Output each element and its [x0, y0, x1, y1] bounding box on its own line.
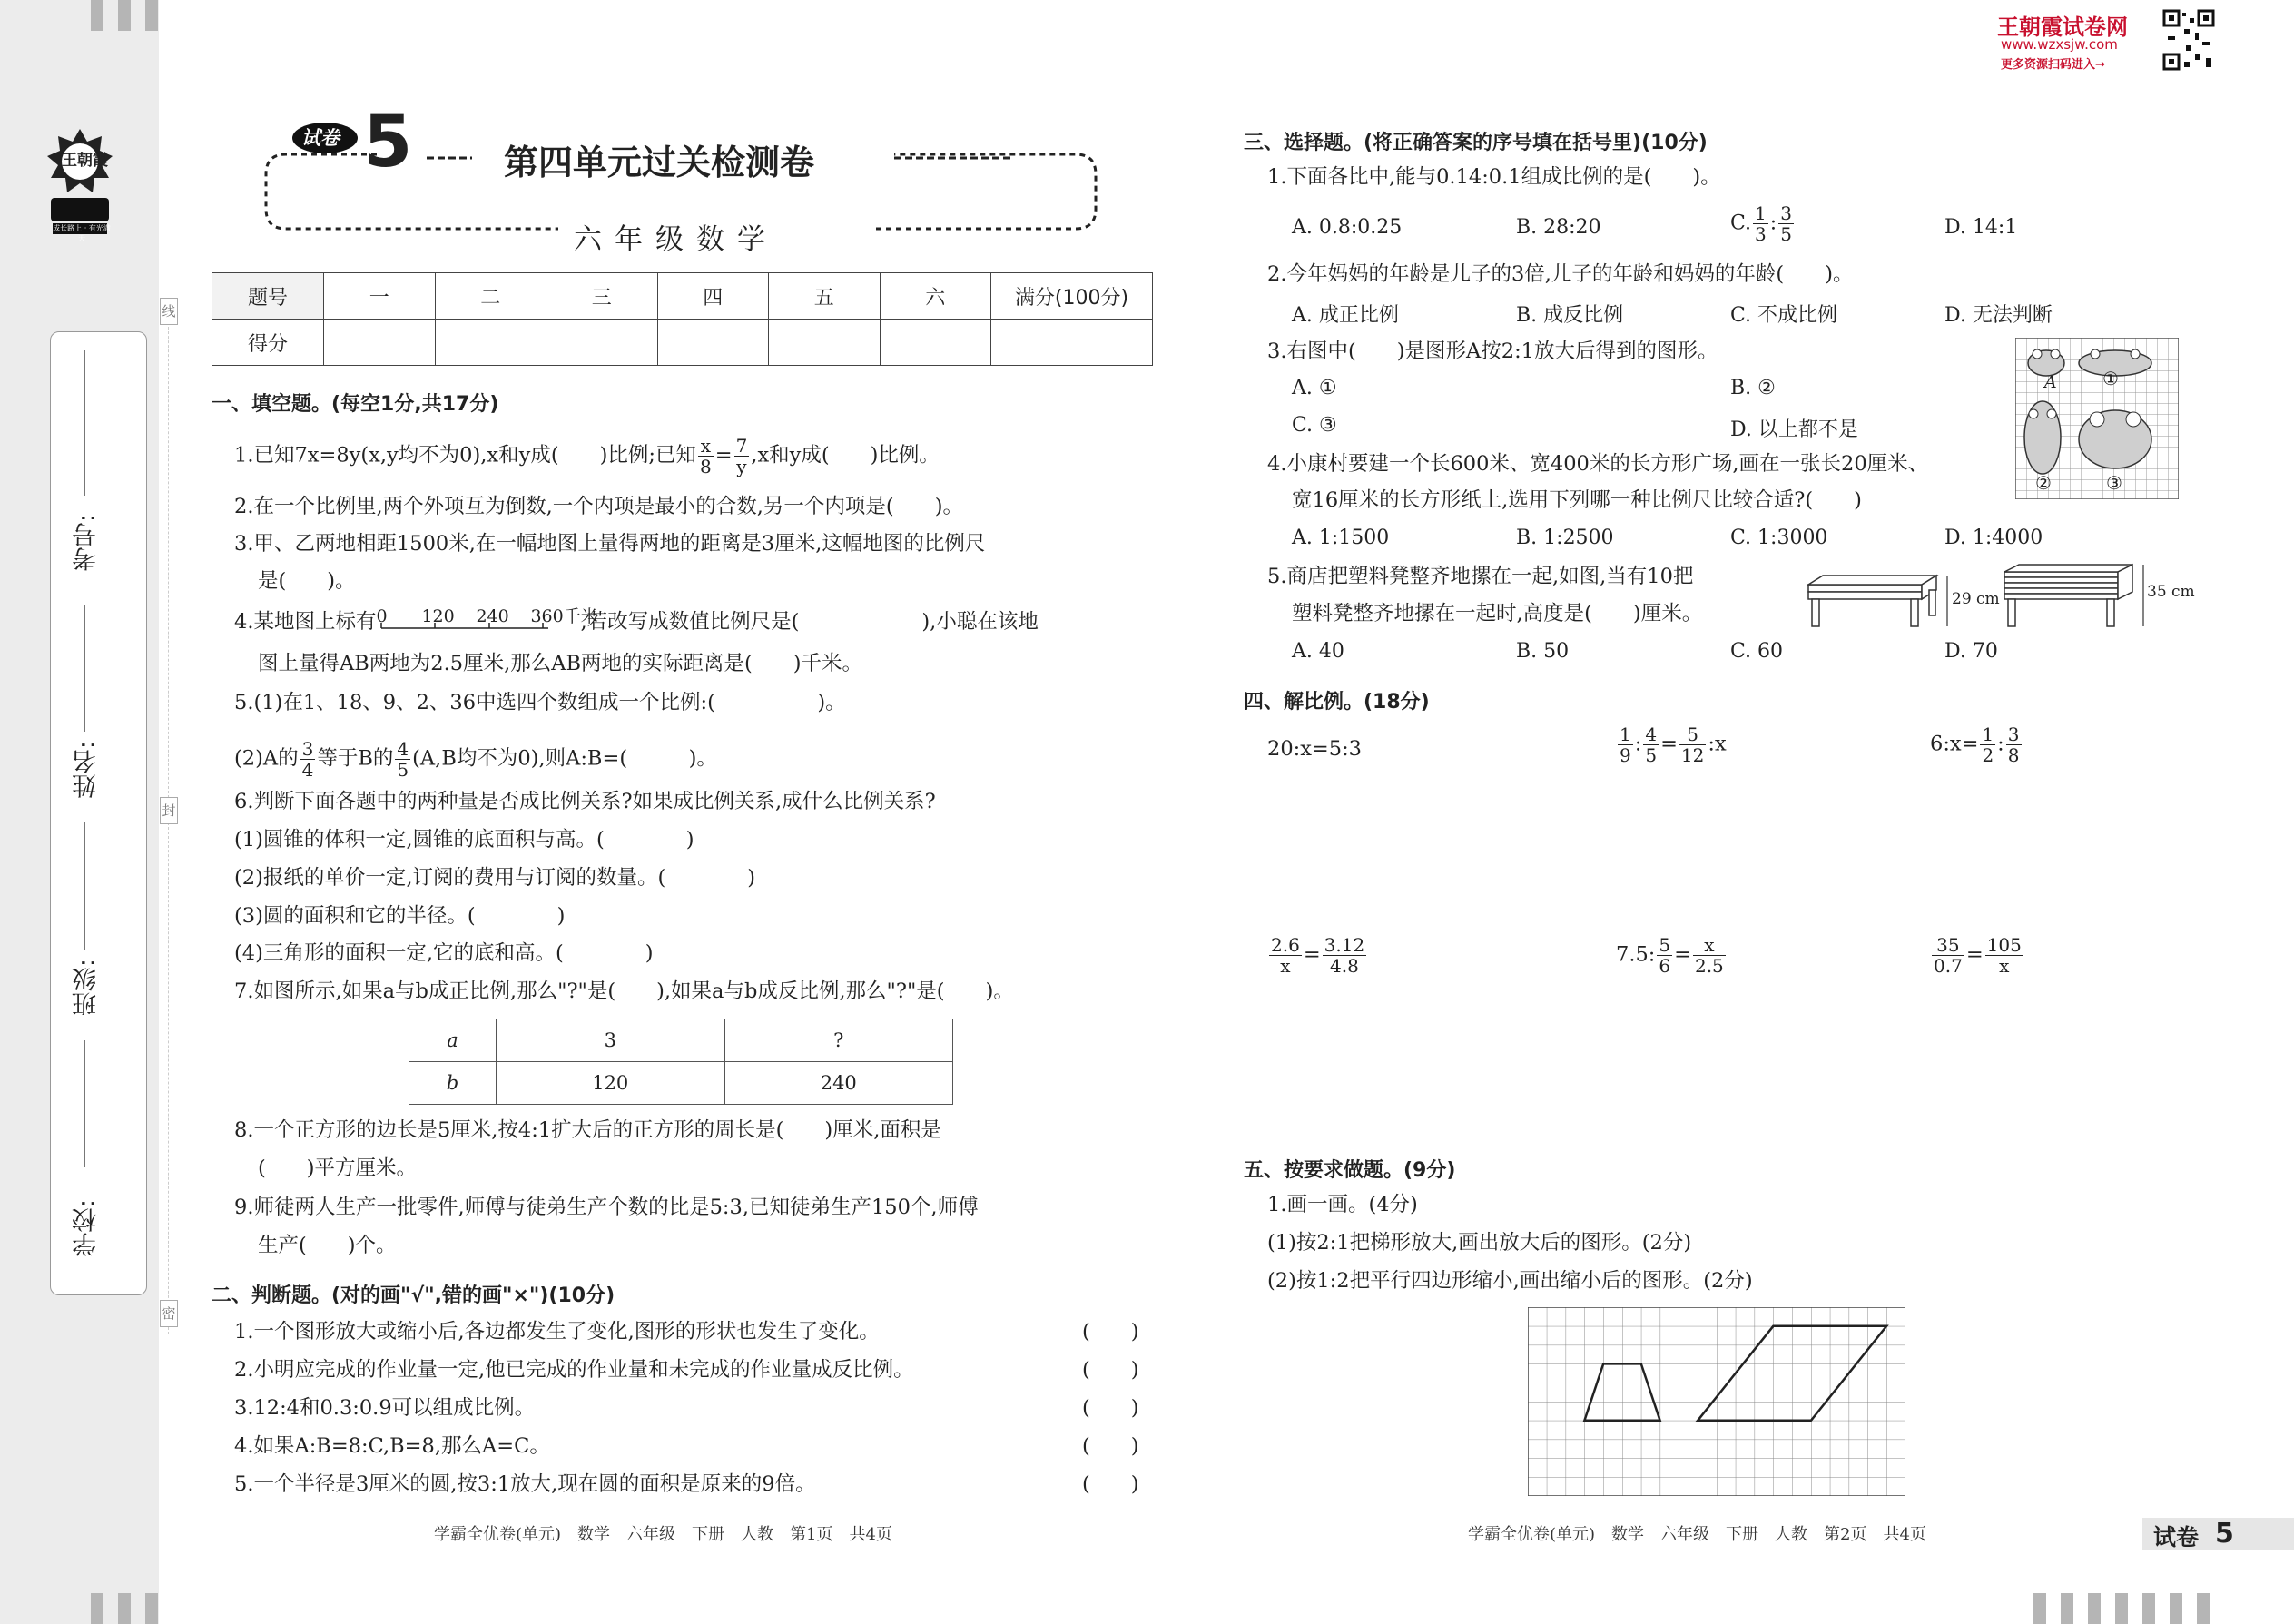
proportion-2-tail: :x: [1708, 732, 1727, 756]
fraction: [1679, 724, 1706, 765]
s5-q1: 1.画一画。(4分): [1267, 1193, 1418, 1216]
brand-sub: 更多资源扫码进入→: [2001, 58, 2105, 72]
s3-q4-opt-d: D. 1:4000: [1944, 527, 2043, 549]
s1-q1-text: 1.已知7x=8y(x,y均不为0),x和y成( )比例;已知: [234, 443, 696, 468]
frac-bottom: 6: [1659, 955, 1671, 977]
score-cell[interactable]: [324, 320, 436, 366]
frac-top: x: [1693, 935, 1726, 956]
s3-q2: 2.今年妈妈的年龄是儿子的3倍,儿子的年龄和妈妈的年龄( )。: [1267, 262, 1854, 286]
answer-paren[interactable]: ( ): [1082, 1472, 1139, 1496]
student-info-box: [50, 331, 147, 1295]
score-col-2: 二: [435, 273, 546, 320]
s3-q1-opt-d: D. 14:1: [1944, 216, 2018, 239]
s3-q5-opt-c: C. 60: [1730, 640, 1784, 663]
frac-top: 1: [1982, 723, 1994, 745]
s1-q6-2: (2)报纸的单价一定,订阅的费用与订阅的数量。( ): [234, 866, 756, 890]
s3-q1-opt-b: B. 28:20: [1516, 216, 1601, 239]
s1-q5b: [234, 739, 717, 780]
frac-top: x: [698, 436, 714, 457]
s1-q6: 6.判断下面各题中的两种量是否成比例关系?如果成比例关系,成什么比例关系?: [234, 790, 936, 813]
s1-q6-4: (4)三角形的面积一定,它的底和高。( ): [234, 941, 654, 965]
s2-item-3: 3.12:4和0.3:0.9可以组成比例。: [234, 1396, 536, 1420]
frac-top: 5: [1659, 934, 1671, 956]
frac-top: 105: [1986, 934, 2022, 956]
proportion-4: [1267, 935, 1368, 976]
frac-top: 3: [1780, 202, 1792, 224]
s3-q3-opt-d: D. 以上都不是: [1730, 418, 1858, 441]
drawing-grid[interactable]: [1528, 1307, 1905, 1496]
frac-bottom: 12: [1680, 744, 1705, 766]
fraction: [1643, 724, 1659, 765]
fraction: [1932, 935, 1964, 976]
section-4-heading: 四、解比例。(18分): [1244, 691, 1430, 714]
score-value-row: [212, 320, 1153, 366]
s3-q2-opt-c: C. 不成比例: [1730, 304, 1838, 327]
proportion-5-pre: 7.5:: [1616, 942, 1656, 967]
score-table: [212, 272, 1153, 366]
cell-a: a: [409, 1019, 497, 1062]
s5-q1-2: (2)按1:2把平行四边形缩小,画出缩小后的图形。(2分): [1267, 1269, 1753, 1293]
section-3-heading: 三、选择题。(将正确答案的序号填在括号里)(10分): [1244, 132, 1708, 154]
frac-top: 35: [1932, 935, 1964, 956]
frac-bottom: 5: [397, 759, 409, 781]
cut-mark-secret: 密: [160, 1300, 178, 1327]
brand-name: 王朝霞试卷网: [1997, 15, 2128, 40]
frac-bottom: x: [1999, 955, 2010, 977]
score-header-row: [212, 273, 1153, 320]
frac-bottom: x: [1280, 955, 1291, 977]
s1-q5b-tail: (A,B均不为0),则A:B=( )。: [412, 746, 717, 771]
section-1-heading: 一、填空题。(每空1分,共17分): [212, 393, 499, 416]
school-label: 学校:: [73, 1199, 101, 1257]
cell-b-2: 240: [724, 1062, 953, 1105]
s3-q4b: 宽16厘米的长方形纸上,选用下列哪一种比例尺比较合适?( ): [1292, 488, 1862, 512]
line-scale: [376, 606, 598, 635]
s1-q1-tail: ,x和y成( )比例。: [751, 443, 940, 468]
cell-b: b: [409, 1062, 497, 1105]
s2-item-2: 2.小明应完成的作业量一定,他已完成的作业量和未完成的作业量成反比例。: [234, 1358, 914, 1382]
score-col-label: 题号: [212, 273, 324, 320]
s3-q4-opt-c: C. 1:3000: [1730, 527, 1828, 549]
figure-label-3: ③: [2106, 472, 2122, 494]
brand-url: www.wzxsjw.com: [2001, 36, 2118, 53]
cut-mark-seal: 封: [160, 797, 178, 824]
score-col-6: 六: [880, 273, 991, 320]
s3-q3-opt-a: A. ①: [1292, 377, 1337, 399]
colon: :: [1634, 732, 1642, 756]
frac-top: 1: [1755, 202, 1767, 224]
score-col-4: 四: [657, 273, 769, 320]
score-col-3: 三: [546, 273, 658, 320]
figure-label-2: ②: [2035, 472, 2052, 494]
frac-bottom: 4.8: [1330, 955, 1359, 977]
frac-top: 3: [301, 738, 314, 760]
frac-bottom: 8: [699, 456, 712, 477]
page-title: 第四单元过关检测卷: [504, 143, 815, 182]
height-label-2: 35 cm: [2147, 583, 2195, 601]
fraction-3-4: [300, 739, 316, 780]
scale-tick-120: 120: [421, 606, 455, 626]
s2-item-5: 5.一个半径是3厘米的圆,按3:1放大,现在圆的面积是原来的9倍。: [234, 1472, 816, 1496]
frac-bottom: 5: [1780, 223, 1792, 245]
school-line: [84, 1040, 85, 1167]
height-label-1: 29 cm: [1952, 590, 2000, 608]
s1-q2: 2.在一个比例里,两个外项互为倒数,一个内项是最小的合数,另一个内项是( )。: [234, 495, 963, 518]
seal-motto: 成长路上 · 有光满天: [53, 224, 111, 242]
score-col-total: 满分(100分): [991, 273, 1153, 320]
qr-code-icon: [2162, 9, 2215, 71]
s1-q9b: 生产( )个。: [258, 1234, 397, 1257]
proportion-5: [1616, 935, 1728, 976]
s3-q5b: 塑料凳整齐地摞在一起时,高度是( )厘米。: [1292, 602, 1703, 625]
s2-item-4: 4.如果A:B=8:C,B=8,那么A=C。: [234, 1434, 550, 1458]
score-row-label: 得分: [212, 320, 324, 366]
fraction: [1693, 935, 1726, 976]
fraction: [1657, 935, 1672, 976]
s3-q3-opt-b: B. ②: [1730, 377, 1776, 399]
frac-bottom: 2: [1982, 744, 1994, 766]
brand-seal: [47, 127, 113, 238]
page-tag-number: 5: [2215, 1518, 2234, 1550]
class-line: [84, 822, 85, 950]
s3-q4a: 4.小康村要建一个长600米、宽400米的长方形广场,画在一张长20厘米、: [1267, 452, 1929, 476]
exam-number-line: [84, 350, 85, 496]
score-cell[interactable]: [546, 320, 658, 366]
s1-q6-1: (1)圆锥的体积一定,圆锥的底面积与高。( ): [234, 828, 694, 851]
equals: =: [1674, 942, 1691, 967]
score-cell[interactable]: [769, 320, 881, 366]
section-2-heading: 二、判断题。(对的画"√",错的画"×")(10分): [212, 1284, 615, 1307]
frac-top: 4: [397, 738, 409, 760]
proportion-6: [1930, 935, 2025, 976]
proportion-1: 20:x=5:3: [1267, 737, 1362, 761]
equals: =: [1660, 732, 1678, 756]
cell-a-2: ?: [724, 1019, 953, 1062]
page-tag-label: 试卷: [2153, 1524, 2200, 1550]
bottom-stripes: [91, 1593, 158, 1624]
score-col-5: 五: [769, 273, 881, 320]
score-cell[interactable]: [435, 320, 546, 366]
frac-bottom: 9: [1620, 744, 1631, 766]
frac-bottom: 2.5: [1694, 955, 1724, 977]
top-stripes: [91, 0, 158, 31]
score-cell[interactable]: [880, 320, 991, 366]
s1-q8a: 8.一个正方形的边长是5厘米,按4:1扩大后的正方形的周长是( )厘米,面积是: [234, 1118, 941, 1142]
answer-paren[interactable]: ( ): [1082, 1434, 1139, 1458]
fraction: [1985, 935, 2023, 976]
cut-mark-line: 线: [160, 298, 178, 325]
exam-number-label: 考号:: [73, 514, 101, 572]
s3-q5a: 5.商店把塑料凳整齐地摞在一起,如图,当有10把: [1267, 565, 1694, 588]
s3-q4-opt-b: B. 1:2500: [1516, 527, 1614, 549]
fraction: [2006, 724, 2022, 765]
s3-q1-opt-c: [1730, 203, 1796, 244]
footer-right: 学霸全优卷(单元) 数学 六年级 下册 人教 第2页 共4页: [1468, 1525, 1926, 1544]
colon: :: [1769, 212, 1777, 235]
score-cell[interactable]: [991, 320, 1153, 366]
s1-q4b: 图上量得AB两地为2.5厘米,那么AB两地的实际距离是( )千米。: [258, 652, 863, 675]
s1-q5b-mid: 等于B的: [317, 746, 394, 771]
scale-tick-0: 0: [376, 606, 388, 626]
fraction-7-y: [734, 436, 750, 477]
score-col-1: 一: [324, 273, 436, 320]
s1-q8b: ( )平方厘米。: [258, 1156, 418, 1180]
class-label: 班级:: [73, 959, 101, 1017]
equals: =: [714, 443, 733, 468]
frac-bottom: 0.7: [1934, 955, 1963, 977]
test-number: 5: [363, 102, 413, 183]
s1-q4-tail: ,若改写成数值比例尺是( ),小聪在该地: [580, 610, 1039, 634]
opt-c-label: C.: [1730, 212, 1752, 235]
proportion-2: [1616, 724, 1727, 765]
equals: =: [1303, 942, 1321, 967]
frac-top: 7: [735, 435, 748, 457]
s3-q4-opt-a: A. 1:1500: [1292, 527, 1390, 549]
s3-q5-opt-a: A. 40: [1292, 640, 1344, 663]
figure-label-1: ①: [2102, 368, 2119, 389]
s1-q1: [234, 436, 940, 477]
fraction-4-5: [395, 739, 410, 780]
answer-paren[interactable]: ( ): [1082, 1396, 1139, 1420]
s1-q7: 7.如图所示,如果a与b成正比例,那么"?"是( ),如果a与b成反比例,那么"?"是( )。: [234, 979, 1014, 1003]
title-dash-left: [427, 154, 472, 162]
s3-q3: 3.右图中( )是图形A按2:1放大后得到的图形。: [1267, 340, 1718, 363]
s1-q4: [234, 608, 1039, 635]
s1-q6-3: (3)圆的面积和它的半径。( ): [234, 904, 566, 928]
frac-top: 3.12: [1324, 934, 1365, 956]
s1-q3b: 是( )。: [258, 569, 356, 593]
fraction: [1323, 935, 1367, 976]
s3-q1: 1.下面各比中,能与0.14:0.1组成比例的是( )。: [1267, 165, 1721, 189]
frac-bottom: 8: [2007, 744, 2020, 766]
frac-top: 3: [2007, 723, 2020, 745]
fraction: [1980, 724, 1995, 765]
s1-q3a: 3.甲、乙两地相距1500米,在一幅地图上量得两地的距离是3厘米,这幅地图的比例尺: [234, 532, 986, 556]
ratio-row-a: [409, 1019, 953, 1062]
seal-name: 王朝霞: [62, 152, 108, 170]
badge-label: 试卷: [301, 127, 340, 149]
frac-top: 2.6: [1271, 934, 1300, 956]
answer-paren[interactable]: ( ): [1082, 1320, 1139, 1343]
section-5-heading: 五、按要求做题。(9分): [1244, 1159, 1456, 1182]
s1-q4-pre: 4.某地图上标有: [234, 610, 377, 634]
s1-q9a: 9.师徒两人生产一批零件,师傅与徒弟生产个数的比是5:3,已知徒弟生产150个,师傅: [234, 1196, 979, 1219]
s1-q5a: 5.(1)在1、18、9、2、36中选四个数组成一个比例:( )。: [234, 691, 846, 714]
frac-top: 1: [1620, 723, 1631, 745]
figure-label-a: A: [2044, 372, 2057, 392]
s3-q5-opt-d: D. 70: [1944, 640, 1998, 663]
ratio-row-b: [409, 1062, 953, 1105]
ratio-table: [409, 1019, 953, 1105]
frac-top: 4: [1645, 723, 1658, 745]
cell-a-1: 3: [497, 1019, 724, 1062]
colon: :: [1997, 732, 2004, 756]
s1-q5b-pre: (2)A的: [234, 746, 299, 771]
s3-q1-opt-a: A. 0.8:0.25: [1292, 216, 1403, 239]
fraction-1-3: [1753, 203, 1768, 244]
answer-paren[interactable]: ( ): [1082, 1358, 1139, 1382]
fraction-x-8: [698, 436, 714, 477]
fraction: [1618, 724, 1633, 765]
page-subtitle: 六年级数学: [574, 223, 778, 256]
s3-q2-opt-a: A. 成正比例: [1292, 304, 1399, 327]
proportion-3-pre: 6:x=: [1930, 732, 1979, 756]
equals: =: [1965, 942, 1984, 967]
bottom-right-stripes: [2033, 1593, 2210, 1624]
title-dash-right: [894, 154, 1012, 162]
s3-q3-opt-c: C. ③: [1292, 414, 1337, 437]
frac-bottom: 3: [1755, 223, 1767, 245]
fraction: [1269, 935, 1302, 976]
s3-q5-opt-b: B. 50: [1516, 640, 1570, 663]
name-label: 姓名:: [73, 741, 101, 799]
frac-bottom: y: [736, 456, 747, 477]
scale-tick-240: 240: [476, 606, 509, 626]
frac-bottom: 4: [301, 759, 314, 781]
score-cell[interactable]: [657, 320, 769, 366]
frac-bottom: 5: [1645, 744, 1658, 766]
s5-q1-1: (1)按2:1把梯形放大,画出放大后的图形。(2分): [1267, 1231, 1692, 1255]
footer-left: 学霸全优卷(单元) 数学 六年级 下册 人教 第1页 共4页: [434, 1525, 892, 1544]
cell-b-1: 120: [497, 1062, 724, 1105]
s3-q2-opt-d: D. 无法判断: [1944, 304, 2053, 327]
s3-q2-opt-b: B. 成反比例: [1516, 304, 1624, 327]
s2-item-1: 1.一个图形放大或缩小后,各边都发生了变化,图形的形状也发生了变化。: [234, 1320, 880, 1343]
fraction-3-5: [1778, 203, 1794, 244]
proportion-3: [1930, 724, 2023, 765]
frac-top: 5: [1679, 724, 1706, 745]
name-line-upper: [84, 605, 85, 732]
scale-tick-360: 360千米: [530, 606, 598, 626]
